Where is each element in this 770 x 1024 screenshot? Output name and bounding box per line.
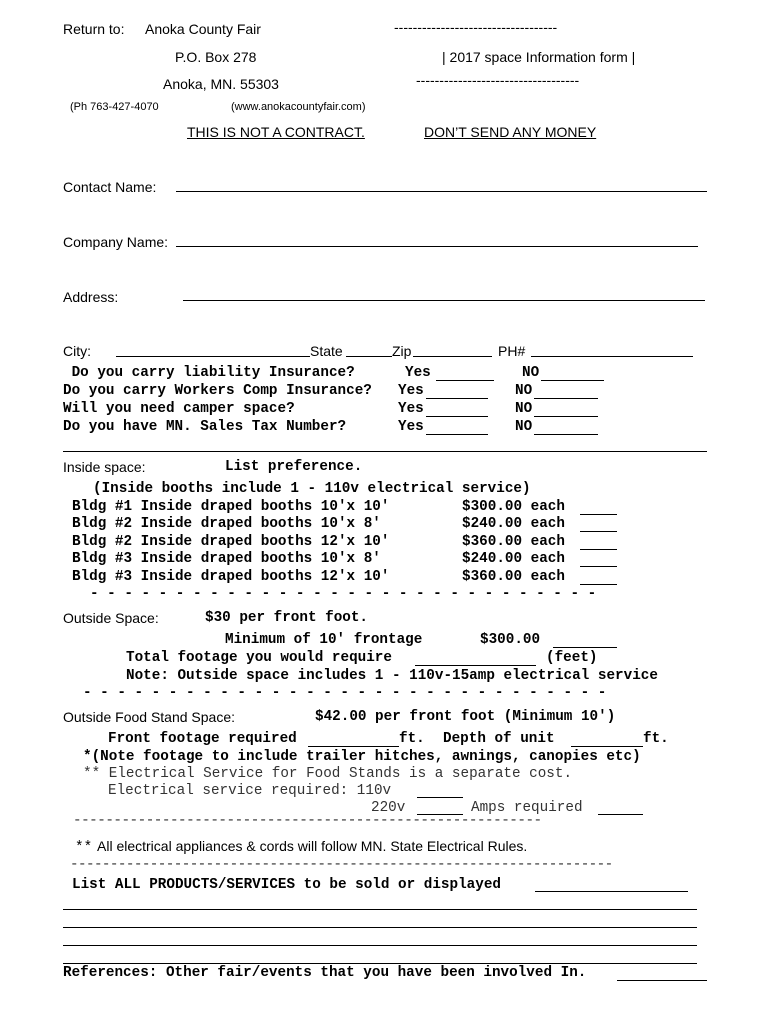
company-name-field[interactable] — [176, 246, 698, 247]
question-camper: Will you need camper space? — [63, 401, 295, 417]
zip-field[interactable] — [413, 356, 492, 357]
no-label: NO — [515, 419, 533, 435]
booth-desc: Bldg #2 Inside draped booths 10'x 8' — [72, 516, 381, 532]
booth-qty-field[interactable] — [580, 584, 617, 585]
outside-rate: $30 per front foot. — [205, 610, 369, 626]
food-stand-rate: $42.00 per front foot (Minimum 10') — [315, 709, 616, 725]
inside-space-label: Inside space: — [63, 459, 146, 475]
no-money-notice: DON’T SEND ANY MONEY — [424, 124, 597, 140]
food-stand-label: Outside Food Stand Space: — [63, 709, 235, 725]
po-box: P.O. Box 278 — [175, 49, 257, 65]
references-field[interactable] — [617, 980, 707, 981]
depth-label: Depth of unit — [443, 731, 555, 747]
ph-label: PH# — [498, 343, 526, 359]
food-footage-note: *(Note footage to include trailer hitches, awnings, canopies etc) — [83, 749, 641, 765]
electrical-rules: All electrical appliances & cords will follow MN. State Electrical Rules. — [97, 838, 528, 854]
booth-price: $240.00 each — [462, 551, 565, 567]
website: (www.anokacountyfair.com) — [231, 101, 366, 113]
not-contract-notice: THIS IS NOT A CONTRACT. — [187, 124, 365, 140]
question-liability: Do you carry liability Insurance? — [63, 365, 355, 381]
yes-field[interactable] — [426, 434, 488, 435]
no-field[interactable] — [534, 434, 598, 435]
no-label: NO — [515, 383, 533, 399]
no-field[interactable] — [534, 398, 598, 399]
outside-space-label: Outside Space: — [63, 610, 159, 626]
yes-field[interactable] — [436, 380, 494, 381]
no-label: NO — [522, 365, 540, 381]
city-field[interactable] — [116, 356, 310, 357]
yes-label: Yes — [398, 401, 424, 417]
question-sales-tax: Do you have MN. Sales Tax Number? — [63, 419, 347, 435]
booth-qty-field[interactable] — [580, 514, 617, 515]
zip-label: Zip — [392, 343, 412, 359]
products-field[interactable] — [535, 891, 688, 892]
footer-dash-separator: -------------------------------------------------------------------- — [70, 857, 613, 873]
rules-star: ** — [75, 840, 93, 856]
220v-label: 220v — [371, 800, 406, 816]
state-field[interactable] — [346, 356, 392, 357]
ph-field[interactable] — [531, 356, 693, 357]
booth-price: $240.00 each — [462, 516, 565, 532]
booth-desc: Bldg #1 Inside draped booths 10'x 10' — [72, 499, 390, 515]
products-line[interactable] — [63, 909, 697, 910]
amps-label: Amps required — [471, 800, 583, 816]
city-line: Anoka, MN. 55303 — [163, 76, 279, 92]
products-line[interactable] — [63, 927, 697, 928]
feet-label: (feet) — [546, 650, 598, 666]
total-footage-field[interactable] — [415, 665, 536, 666]
outside-minimum-field[interactable] — [553, 647, 617, 648]
yes-label: Yes — [398, 419, 424, 435]
booth-desc: Bldg #2 Inside draped booths 12'x 10' — [72, 534, 390, 550]
yes-label: Yes — [398, 383, 424, 399]
booth-price: $300.00 each — [462, 499, 565, 515]
depth-field[interactable] — [571, 746, 643, 747]
yes-field[interactable] — [426, 416, 488, 417]
ft-label: ft. — [643, 731, 669, 747]
products-line[interactable] — [63, 945, 697, 946]
contact-name-label: Contact Name: — [63, 179, 157, 195]
no-field[interactable] — [541, 380, 604, 381]
110v-field[interactable] — [417, 797, 463, 798]
outside-dash-separator: - - - - - - - - - - - - - - - - - - - - - - - - - - - - - - - — [83, 685, 607, 701]
outside-minimum-price: $300.00 — [480, 632, 541, 648]
front-footage-field[interactable] — [308, 746, 399, 747]
company-name-label: Company Name: — [63, 234, 169, 250]
org-name: Anoka County Fair — [145, 21, 261, 37]
amps-field[interactable] — [598, 814, 643, 815]
outside-note: Note: Outside space includes 1 - 110v-15amp electrical service — [126, 668, 658, 684]
outside-minimum: Minimum of 10' frontage — [225, 632, 423, 648]
yes-label: Yes — [405, 365, 431, 381]
yes-field[interactable] — [426, 398, 488, 399]
front-footage-label: Front footage required — [108, 731, 297, 747]
booth-desc: Bldg #3 Inside draped booths 10'x 8' — [72, 551, 381, 567]
inside-note: (Inside booths include 1 - 110v electrical service) — [93, 481, 531, 497]
no-field[interactable] — [534, 416, 598, 417]
booth-price: $360.00 each — [462, 534, 565, 550]
products-label: List ALL PRODUCTS/SERVICES to be sold or displayed — [72, 877, 501, 893]
contact-name-field[interactable] — [176, 191, 707, 192]
address-label: Address: — [63, 289, 119, 305]
list-preference: List preference. — [225, 459, 363, 475]
ft-label: ft. — [399, 731, 425, 747]
section-divider — [63, 451, 707, 452]
electrical-cost-note: ** Electrical Service for Food Stands is a separate cost. — [83, 766, 573, 782]
products-line[interactable] — [63, 963, 697, 964]
question-workers-comp: Do you carry Workers Comp Insurance? — [63, 383, 372, 399]
booth-qty-field[interactable] — [580, 531, 617, 532]
return-label: Return to: — [63, 21, 125, 37]
electrical-required-label: Electrical service required: 110v — [108, 783, 392, 799]
city-label: City: — [63, 343, 91, 359]
form-title: | 2017 space Information form | — [442, 49, 636, 65]
booth-desc: Bldg #3 Inside draped booths 12'x 10' — [72, 569, 390, 585]
booth-price: $360.00 each — [462, 569, 565, 585]
title-dashes-bottom: ----------------------------------- — [416, 72, 580, 88]
state-label: State — [310, 343, 343, 359]
no-label: NO — [515, 401, 533, 417]
phone: (Ph 763-427-4070 — [70, 101, 159, 113]
food-dash-separator: ---------------------------------------------------------- — [73, 813, 542, 829]
address-field[interactable] — [183, 300, 705, 301]
booth-qty-field[interactable] — [580, 566, 617, 567]
inside-dash-separator: - - - - - - - - - - - - - - - - - - - - - - - - - - - - - - — [90, 586, 597, 602]
title-dashes-top: ----------------------------------- — [394, 19, 558, 35]
booth-qty-field[interactable] — [580, 549, 617, 550]
total-footage-label: Total footage you would require — [126, 650, 392, 666]
references-label: References: Other fair/events that you have been involved In. — [63, 965, 587, 981]
